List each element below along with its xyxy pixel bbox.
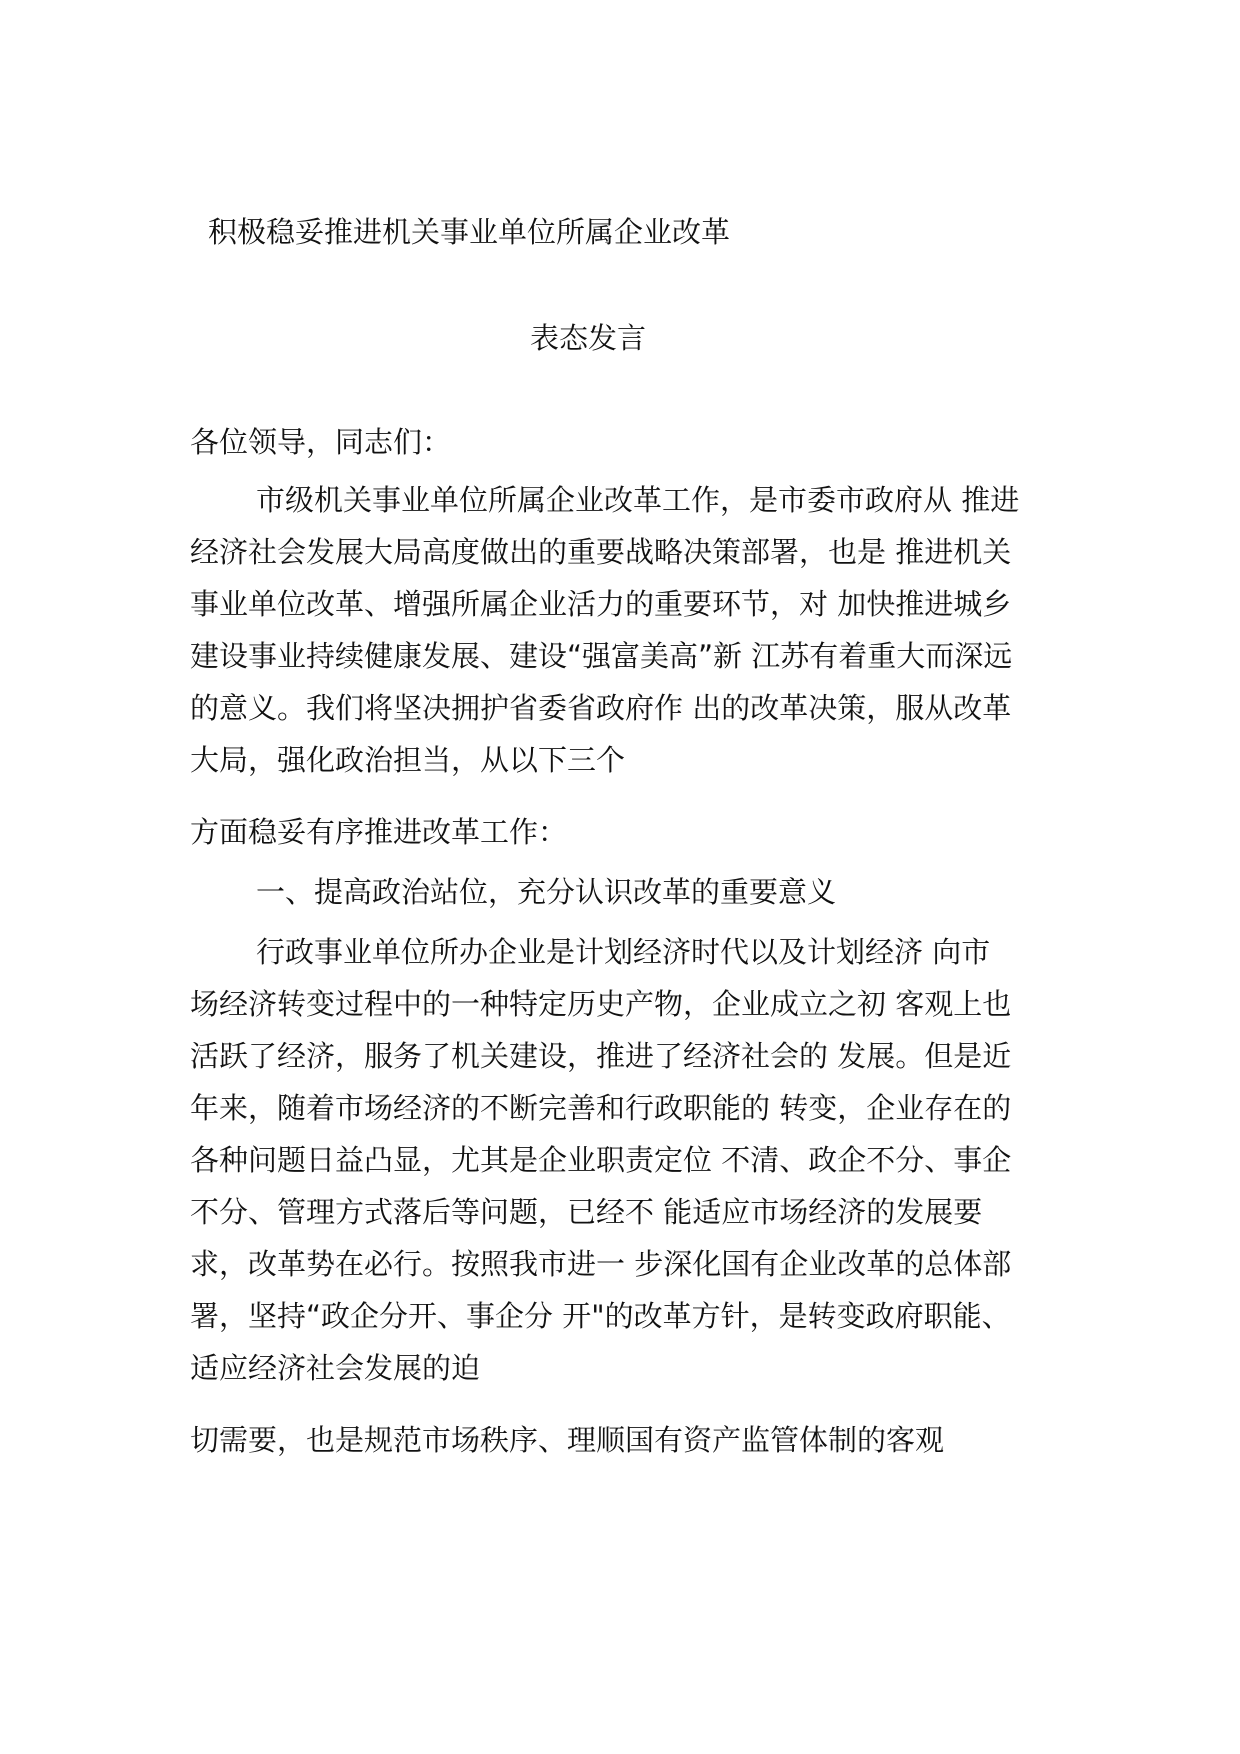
paragraph1-line-5: 的意义。我们将坚决拥护省委省政府作 出的改革决策，服从改革 — [190, 691, 1012, 725]
paragraph1-line-4: 建设事业持续健康发展、建设“强富美高”新 江苏有着重大而深远 — [190, 639, 1013, 673]
paragraph2-line-2: 场经济转变过程中的一种特定历史产物，企业成立之初 客观上也 — [190, 987, 1012, 1021]
paragraph2-line-7: 求，改革势在必行。按照我市进一 步深化国有企业改革的总体部 — [190, 1247, 1012, 1281]
paragraph1-line-3: 事业单位改革、增强所属企业活力的重要环节，对 加快推进城乡 — [190, 587, 1012, 621]
title-line-1: 积极稳妥推进机关事业单位所属企业改革 — [208, 215, 731, 249]
paragraph1-line-2: 经济社会发展大局高度做出的重要战略决策部署，也是 推进机关 — [190, 535, 1012, 569]
paragraph2-line-4: 年来，随着市场经济的不断完善和行政职能的 转变，企业存在的 — [190, 1091, 1012, 1125]
paragraph1-continued: 方面稳妥有序推进改革工作： — [190, 815, 568, 849]
paragraph2-line-1: 行政事业单位所办企业是计划经济时代以及计划经济 向市 — [256, 935, 991, 969]
paragraph1-line-1: 市级机关事业单位所属企业改革工作，是市委市政府从 推进 — [256, 483, 1020, 517]
paragraph2-line-9: 适应经济社会发展的迫 — [190, 1351, 481, 1385]
salutation: 各位领导，同志们： — [190, 425, 452, 459]
paragraph2-continued: 切需要，也是规范市场秩序、理顺国有资产监管体制的客观 — [190, 1423, 945, 1457]
paragraph2-line-5: 各种问题日益凸显，尤其是企业职责定位 不清、政企不分、事企 — [190, 1143, 1012, 1177]
paragraph2-line-8: 署，坚持“政企分开、事企分 开"的改革方针，是转变政府职能、 — [190, 1299, 1011, 1333]
paragraph1-line-6: 大局，强化政治担当，从以下三个 — [190, 743, 626, 777]
paragraph2-line-3: 活跃了经济，服务了机关建设，推进了经济社会的 发展。但是近 — [190, 1039, 1012, 1073]
paragraph2-line-6: 不分、管理方式落后等问题，已经不 能适应市场经济的发展要 — [190, 1195, 983, 1229]
section-heading-1: 一、提高政治站位，充分认识改革的重要意义 — [256, 875, 837, 909]
title-line-2: 表态发言 — [530, 321, 647, 355]
